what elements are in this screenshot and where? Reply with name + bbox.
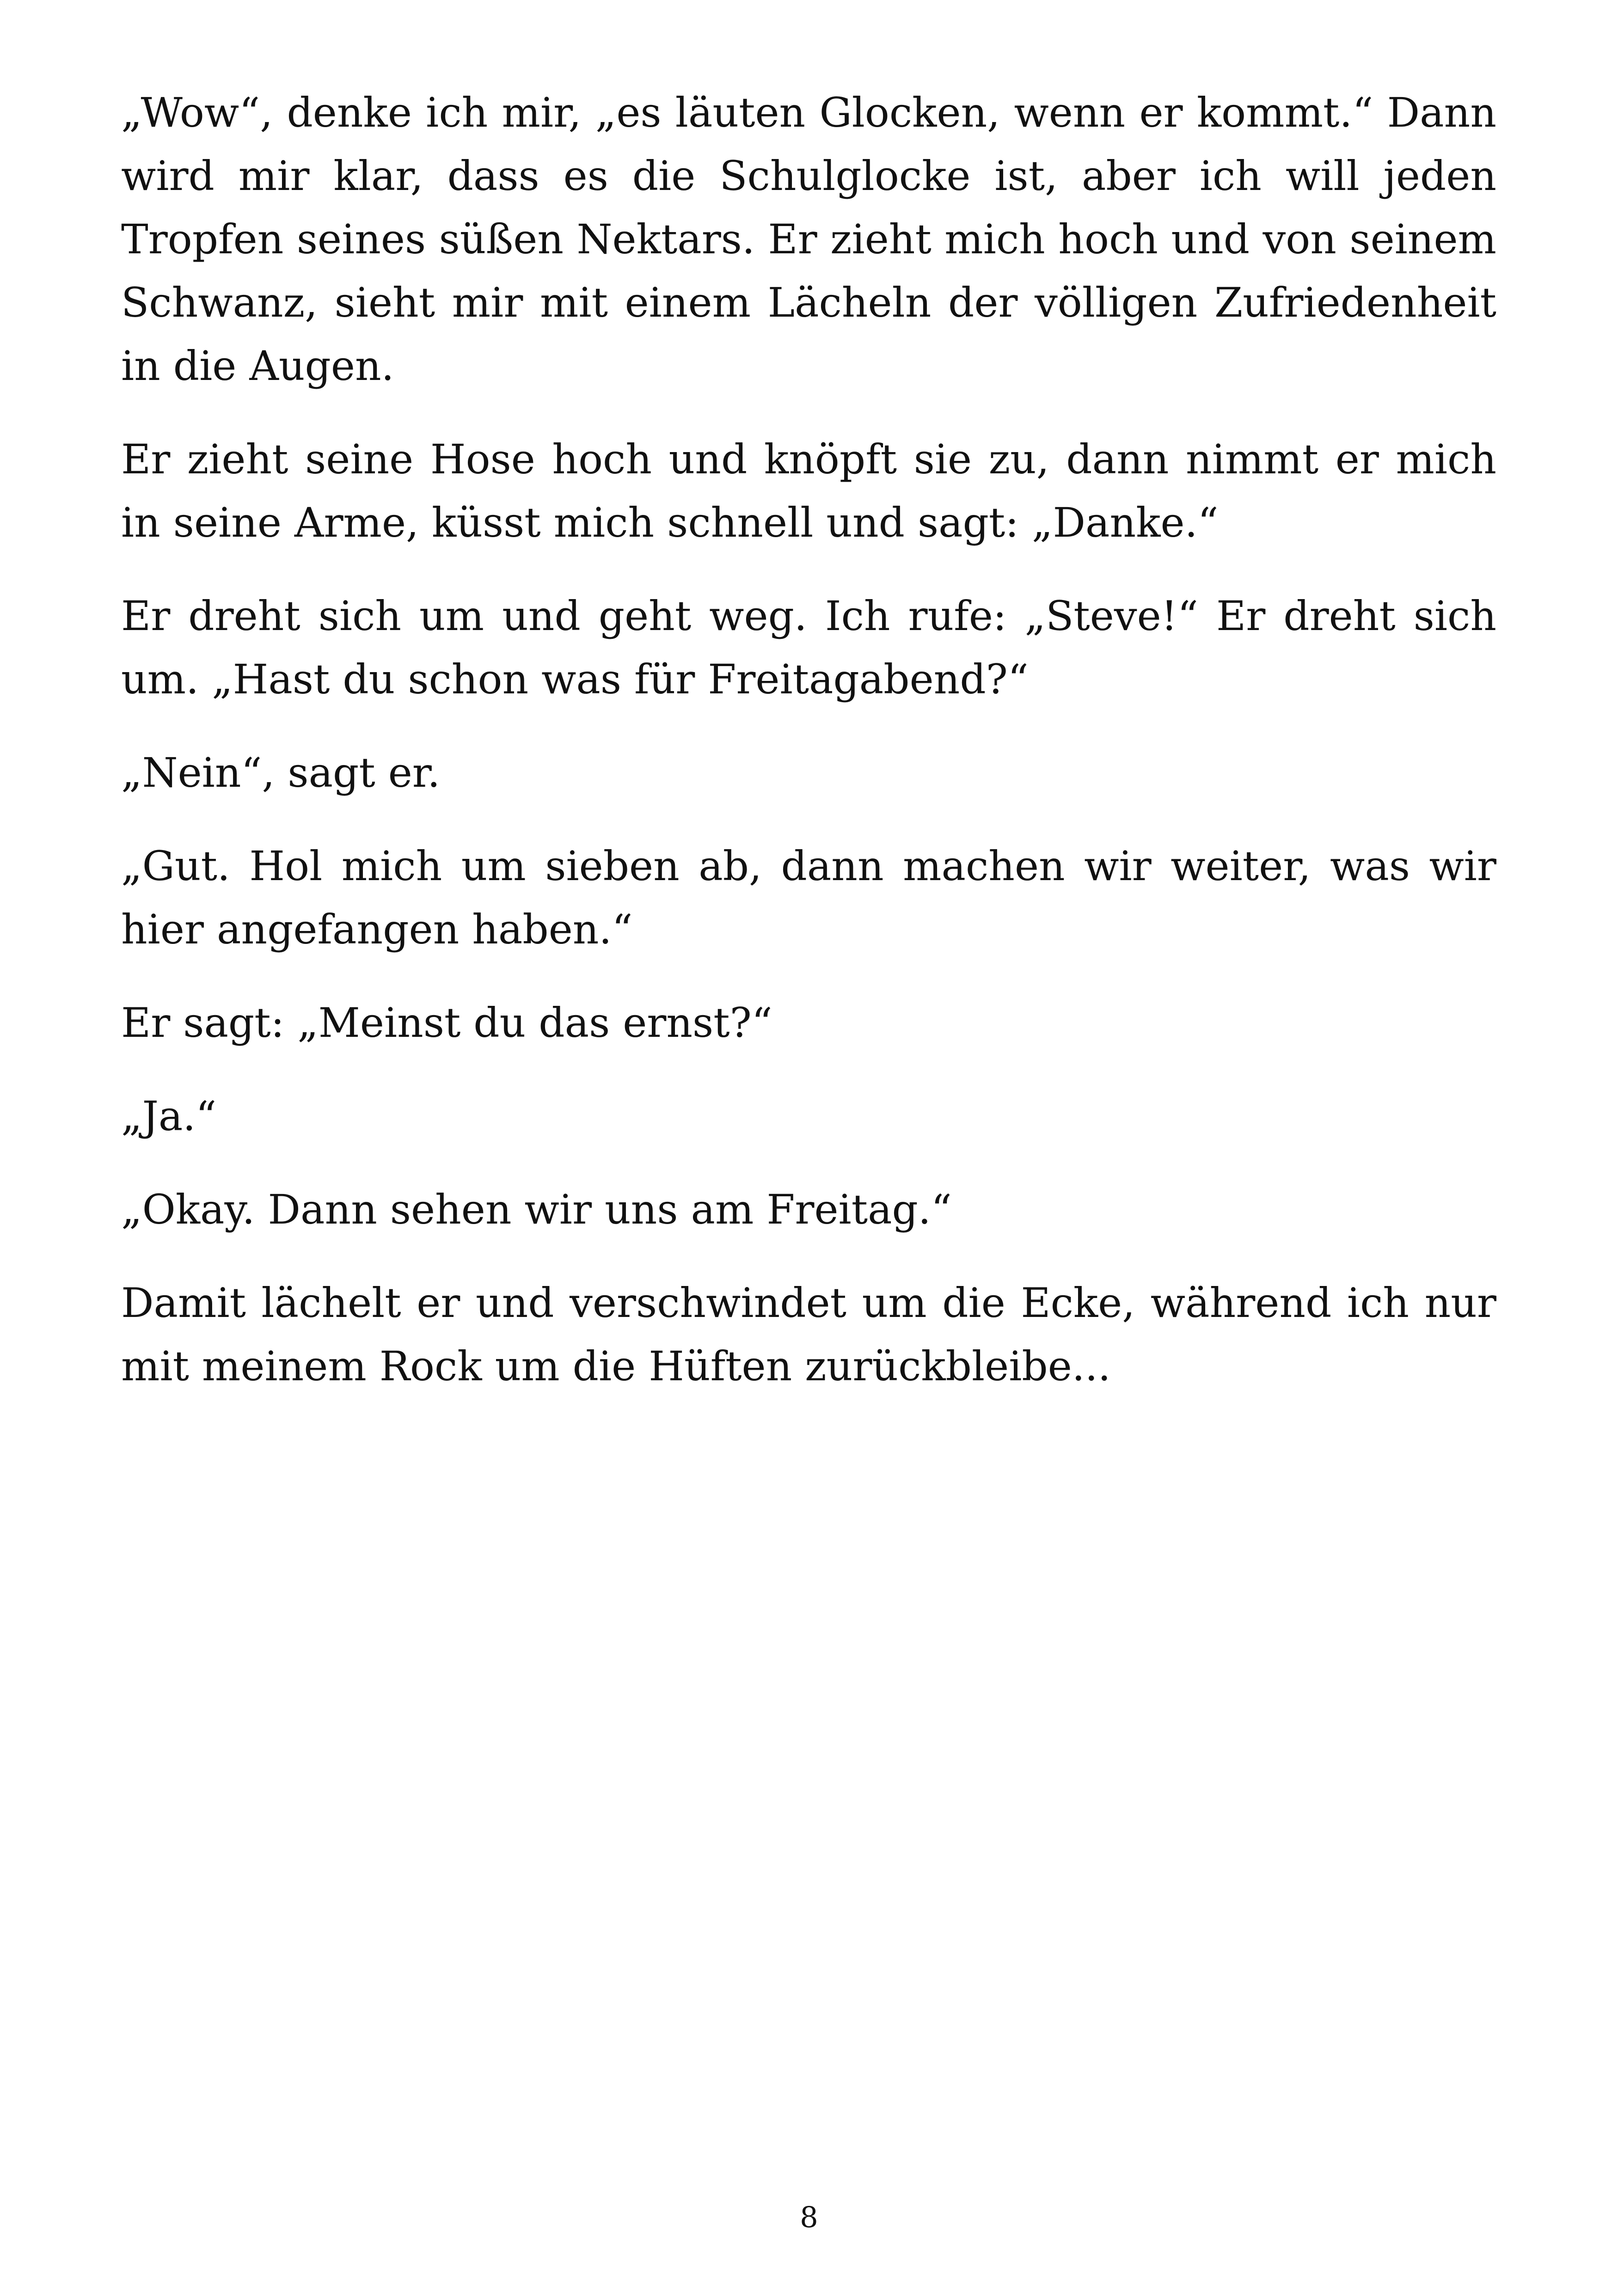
paragraph: „Okay. Dann sehen wir uns am Freitag.“ (121, 1186, 952, 1233)
paragraph: „Nein“, sagt er. (121, 749, 441, 796)
page-number: 8 (800, 2200, 818, 2234)
paragraph: „Ja.“ (121, 1092, 217, 1140)
paragraph: „Gut. Hol mich um sieben ab, dann machen wir weiter, was wir hier angefangen haben.“ (121, 842, 1496, 953)
paragraph: Er zieht seine Hose hoch und knöpft sie zu, dann nimmt er mich in seine Arme, küsst mich schnell und sagt: „Danke.“ (121, 435, 1496, 546)
paragraph: Er sagt: „Meinst du das ernst?“ (121, 999, 772, 1047)
paragraph: Damit lächelt er und verschwindet um die Ecke, während ich nur mit meinem Rock um die Hüften zurückbleibe... (121, 1279, 1496, 1390)
paragraph: „Wow“, denke ich mir, „es läuten Glocken, wenn er kommt.“ Dann wird mir klar, dass es die Schulglocke ist, aber ich will jeden Tropfen seines süßen Nektars. Er zieht mich hoch und von seinem Schwanz, sieht mir mit einem Lächeln der völligen Zufriedenheit in die Augen. (121, 89, 1496, 390)
paragraph: Er dreht sich um und geht weg. Ich rufe: „Steve!“ Er dreht sich um. „Hast du schon was für Freitagabend?“ (121, 592, 1496, 703)
body-text (121, 81, 1496, 1428)
